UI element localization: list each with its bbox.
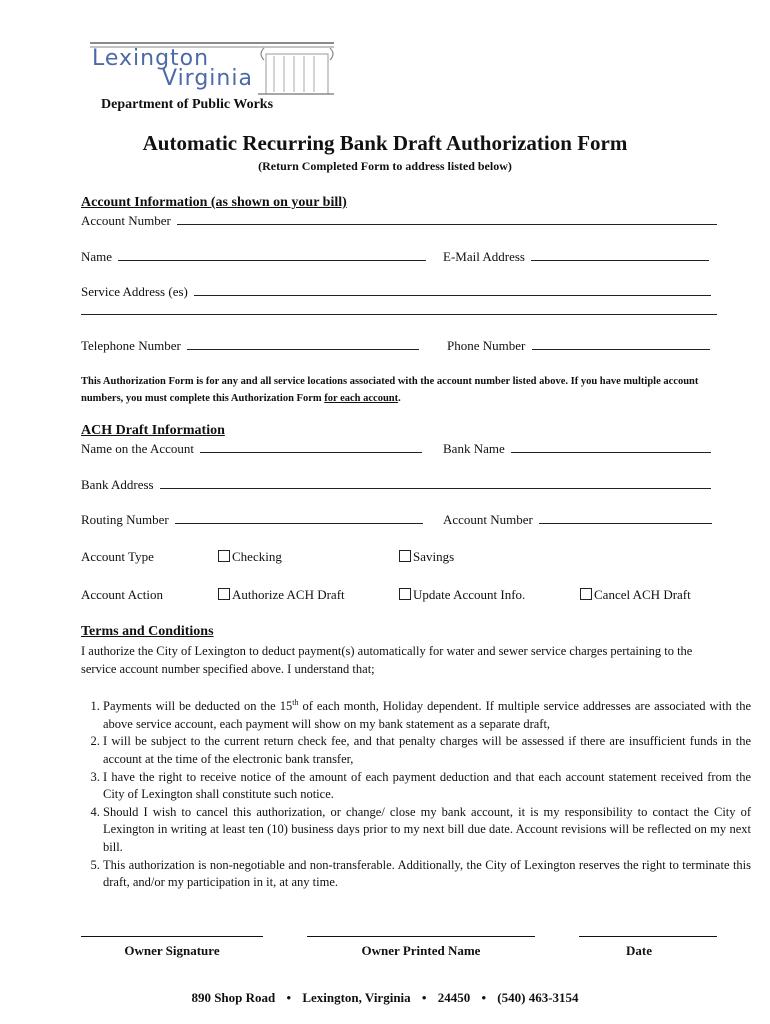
department-name: Department of Public Works — [101, 97, 274, 112]
owner-printed-name-line[interactable] — [307, 936, 535, 937]
service-address-label: Service Address (es) — [81, 284, 188, 299]
ach-account-number-row — [443, 512, 712, 528]
service-address-field[interactable] — [194, 284, 711, 296]
footer-city: Lexington, Virginia — [302, 990, 411, 1005]
savings-label: Savings — [413, 549, 455, 564]
routing-number-row — [81, 512, 423, 528]
update-option[interactable] — [399, 587, 525, 603]
footer-zip: 24450 — [437, 990, 471, 1005]
form-subtitle: (Return Completed Form to address listed below) — [258, 159, 512, 173]
bullet-icon: • — [286, 990, 292, 1005]
update-checkbox[interactable] — [399, 588, 411, 600]
account-number-row — [81, 213, 717, 229]
footer-address — [0, 990, 770, 1006]
bullet-icon: • — [481, 990, 487, 1005]
authorize-label: Authorize ACH Draft — [232, 587, 345, 602]
bank-address-row — [81, 477, 711, 493]
checking-label: Checking — [232, 549, 282, 564]
notice-underlined: for each account — [324, 393, 399, 404]
terms-item-1-text-b: of each month, Holiday dependent. If multiple service addresses are associated with the above service account, each payment will show on my bank statement as a separate draft, — [103, 699, 751, 731]
terms-intro: I authorize the City of Lexington to deduct payment(s) automatically for water and sewer service charges pertaining to the service account number specified above. I understand that; — [81, 644, 693, 676]
account-info-heading: Account Information (as shown on your bill) — [81, 195, 347, 210]
logo-text-virginia: Virginia — [162, 66, 253, 91]
savings-option[interactable] — [399, 549, 454, 565]
authorize-option[interactable] — [218, 587, 345, 603]
bank-address-label: Bank Address — [81, 477, 154, 492]
terms-item-5: 5. This authorization is non-negotiable and non-transferable. Additionally, the City of Lexington reserves the right to terminate this draft, and/or my participation in it, at any time. — [103, 857, 751, 892]
account-number-label: Account Number — [81, 213, 171, 228]
bullet-icon: • — [421, 990, 427, 1005]
account-number-field[interactable] — [177, 213, 717, 225]
phone-field[interactable] — [532, 338, 710, 350]
name-field[interactable] — [118, 249, 426, 261]
terms-item-4: 4. Should I wish to cancel this authorization, or change/ close my bank account, it is my responsibility to contact the City of Lexington in writing at least ten (10) business days prior to my next bill due date. Account revisions will be reflected on my next bill. — [103, 804, 751, 857]
ach-heading: ACH Draft Information — [81, 423, 225, 438]
email-field[interactable] — [531, 249, 709, 261]
name-on-account-row — [81, 441, 422, 457]
authorization-notice — [81, 373, 731, 407]
bank-name-field[interactable] — [511, 441, 711, 453]
email-row — [443, 249, 709, 265]
bank-address-field[interactable] — [160, 477, 711, 489]
savings-checkbox[interactable] — [399, 550, 411, 562]
service-address-field-2[interactable] — [81, 314, 717, 315]
routing-number-field[interactable] — [175, 512, 423, 524]
email-label: E-Mail Address — [443, 249, 525, 264]
form-title: Automatic Recurring Bank Draft Authorization Form — [142, 131, 628, 155]
telephone-label: Telephone Number — [81, 338, 181, 353]
telephone-row — [81, 338, 419, 354]
phone-row — [447, 338, 710, 354]
terms-item-1-text-a: Payments will be deducted on the 15 — [103, 699, 293, 714]
city-logo — [88, 40, 338, 96]
owner-signature-label: Owner Signature — [124, 943, 220, 958]
terms-item-1-sup: th — [292, 698, 299, 707]
date-label: Date — [626, 943, 652, 958]
routing-number-label: Routing Number — [81, 512, 169, 527]
cancel-label: Cancel ACH Draft — [594, 587, 691, 602]
terms-list — [81, 694, 751, 892]
terms-heading: Terms and Conditions — [81, 624, 214, 639]
footer-phone: (540) 463-3154 — [497, 990, 579, 1005]
owner-printed-name-label: Owner Printed Name — [361, 943, 481, 958]
cancel-checkbox[interactable] — [580, 588, 592, 600]
notice-text: This Authorization Form is for any and all service locations associated with the account number listed above. If you have multiple account numbers, you must complete this Authorization Form — [81, 376, 699, 404]
checking-checkbox[interactable] — [218, 550, 230, 562]
authorize-checkbox[interactable] — [218, 588, 230, 600]
footer-street: 890 Shop Road — [191, 990, 276, 1005]
name-on-account-field[interactable] — [200, 441, 422, 453]
bank-name-label: Bank Name — [443, 441, 505, 456]
logo-text-lexington: Lexington — [92, 46, 210, 71]
phone-label: Phone Number — [447, 338, 526, 353]
owner-signature-line[interactable] — [81, 936, 263, 937]
update-label: Update Account Info. — [413, 587, 526, 602]
bank-name-row — [443, 441, 711, 457]
account-action-label: Account Action — [81, 587, 163, 602]
terms-item-3: 3. I have the right to receive notice of the amount of each payment deduction and that each account statement received from the City of Lexington shall constitute such notice. — [103, 769, 751, 804]
checking-option[interactable] — [218, 549, 282, 565]
name-label: Name — [81, 249, 113, 264]
service-address-row — [81, 284, 711, 300]
notice-end: . — [398, 393, 401, 404]
ach-account-number-field[interactable] — [539, 512, 712, 524]
terms-item-2: 2. I will be subject to the current return check fee, and that penalty charges will be assessed if there are insufficient funds in the account at the time of the electronic bank transfer, — [103, 733, 751, 768]
account-type-label: Account Type — [81, 549, 154, 564]
name-on-account-label: Name on the Account — [81, 441, 194, 456]
ach-account-number-label: Account Number — [443, 512, 533, 527]
name-row — [81, 249, 426, 265]
telephone-field[interactable] — [187, 338, 419, 350]
cancel-option[interactable] — [580, 587, 691, 603]
terms-item-1 — [103, 694, 751, 733]
date-line[interactable] — [579, 936, 717, 937]
